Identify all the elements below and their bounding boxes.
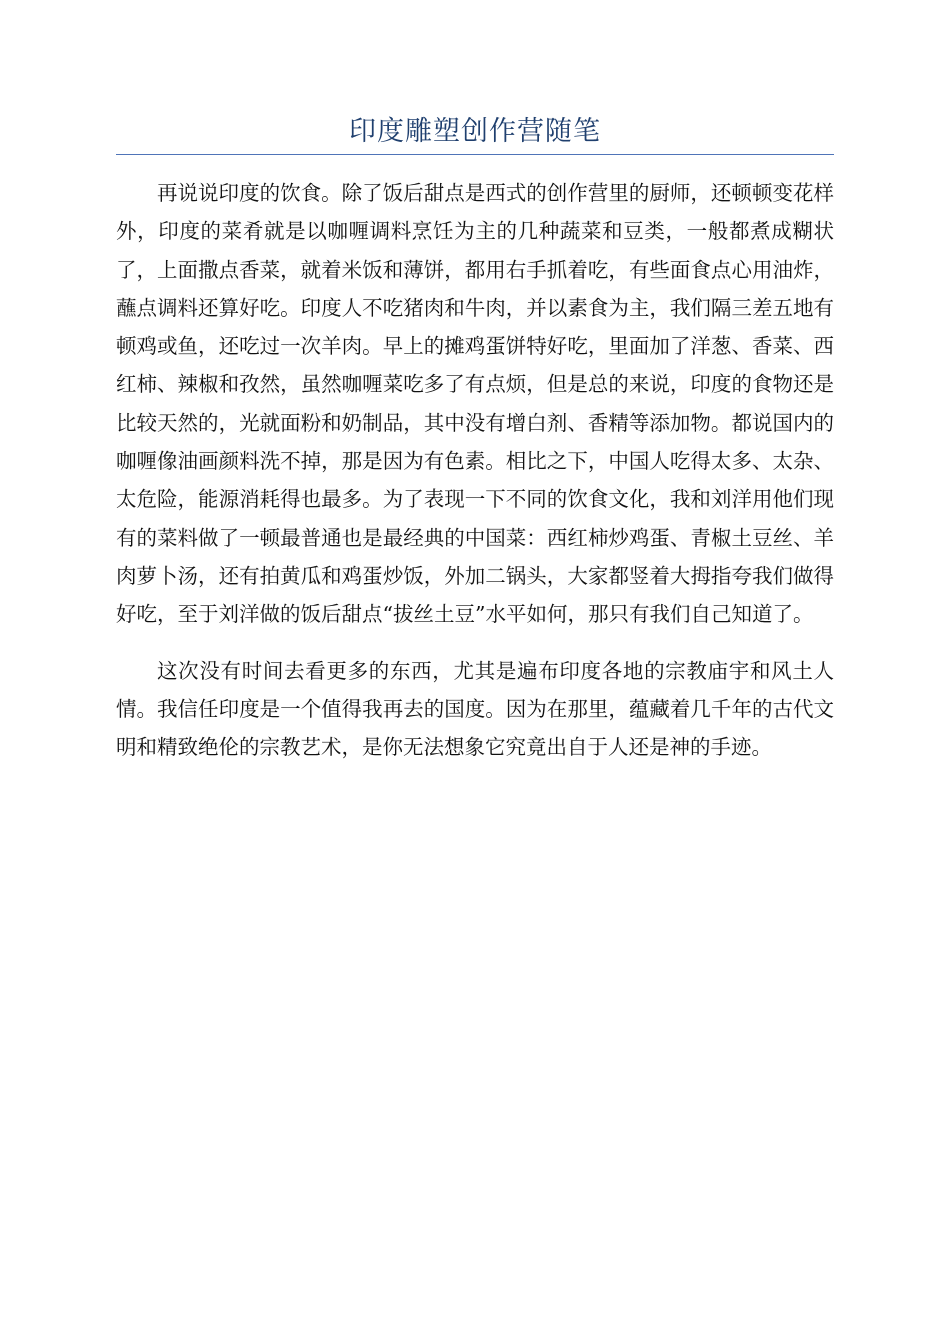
paragraph-food: 再说说印度的饮食。除了饭后甜点是西式的创作营里的厨师，还顿顿变花样外，印度的菜肴就是以咖喱调料烹饪为主的几种蔬菜和豆类，一般都煮成糊状了，上面撒点香菜，就着米饭和薄饼，都用右手抓着吃，有些面食点心用油炸，蘸点调料还算好吃。印度人不吃猪肉和牛肉，并以素食为主，我们隔三差五地有顿鸡或鱼，还吃过一次羊肉。早上的摊鸡蛋饼特好吃，里面加了洋葱、香菜、西红柿、辣椒和孜然，虽然咖喱菜吃多了有点烦，但是总的来说，印度的食物还是比较天然的，光就面粉和奶制品，其中没有增白剂、香精等添加物。都说国内的咖喱像油画颜料洗不掉，那是因为有色素。相比之下，中国人吃得太多、太杂、太危险，能源消耗得也最多。为了表现一下不同的饮食文化，我和刘洋用他们现有的菜料做了一顿最普通也是最经典的中国菜：西红柿炒鸡蛋、青椒土豆丝、羊肉萝卜汤，还有拍黄瓜和鸡蛋炒饭，外加二锅头，大家都竖着大拇指夸我们做得好吃，至于刘洋做的饭后甜点“拔丝土豆”水平如何，那只有我们自己知道了。 <box>116 181 834 627</box>
document-title: 印度雕塑创作营随笔 <box>349 116 601 147</box>
document-body <box>116 174 834 766</box>
paragraph-closing: 这次没有时间去看更多的东西，尤其是遍布印度各地的宗教庙宇和风土人情。我信任印度是一个值得我再去的国度。因为在那里，蕴藏着几千年的古代文明和精致绝伦的宗教艺术，是你无法想象它究竟出自于人还是神的手迹。 <box>116 658 834 760</box>
title-underline-rule <box>116 154 834 155</box>
